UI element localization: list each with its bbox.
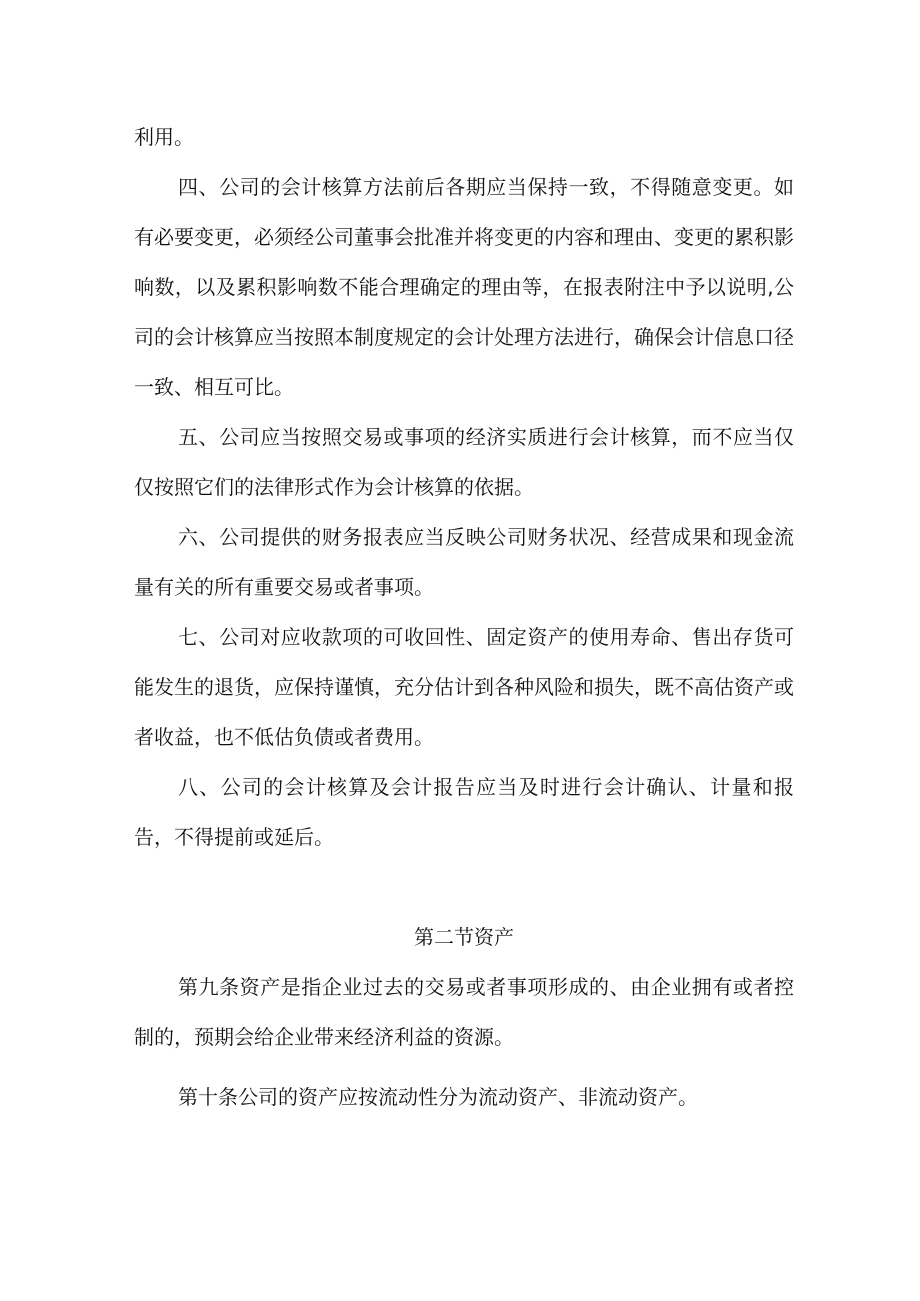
article-10: 第十条公司的资产应按流动性分为流动资产、非流动资产。: [178, 1085, 698, 1109]
paragraph-7: 七、公司对应收款项的可收回性、固定资产的使用寿命、售出存货可能发生的退货，应保持谨慎，充分估计到各种风险和损失，既不高估资产或者收益，也不低估负债或者费用。: [134, 625, 794, 749]
paragraph-6: 六、公司提供的财务报表应当反映公司财务状况、经营成果和现金流量有关的所有重要交易或者事项。: [134, 525, 794, 599]
paragraph-5: 五、公司应当按照交易或事项的经济实质进行会计核算，而不应当仅仅按照它们的法律形式作为会计核算的依据。: [134, 425, 794, 499]
continuation-text: 利用。: [134, 125, 194, 149]
article-9: 第九条资产是指企业过去的交易或者事项形成的、由企业拥有或者控制的，预期会给企业带来经济利益的资源。: [134, 975, 794, 1049]
paragraph-8: 八、公司的会计核算及会计报告应当及时进行会计确认、计量和报告，不得提前或延后。: [134, 775, 794, 849]
paragraph-4: 四、公司的会计核算方法前后各期应当保持一致，不得随意变更。如有必要变更，必须经公司董事会批准并将变更的内容和理由、变更的累积影响数，以及累积影响数不能合理确定的理由等，在报表附注中予以说明,公司的会计核算应当按照本制度规定的会计处理方法进行，确保会计信息口径一致、相互可比。: [134, 175, 794, 399]
section-heading: 第二节资产: [414, 925, 514, 949]
